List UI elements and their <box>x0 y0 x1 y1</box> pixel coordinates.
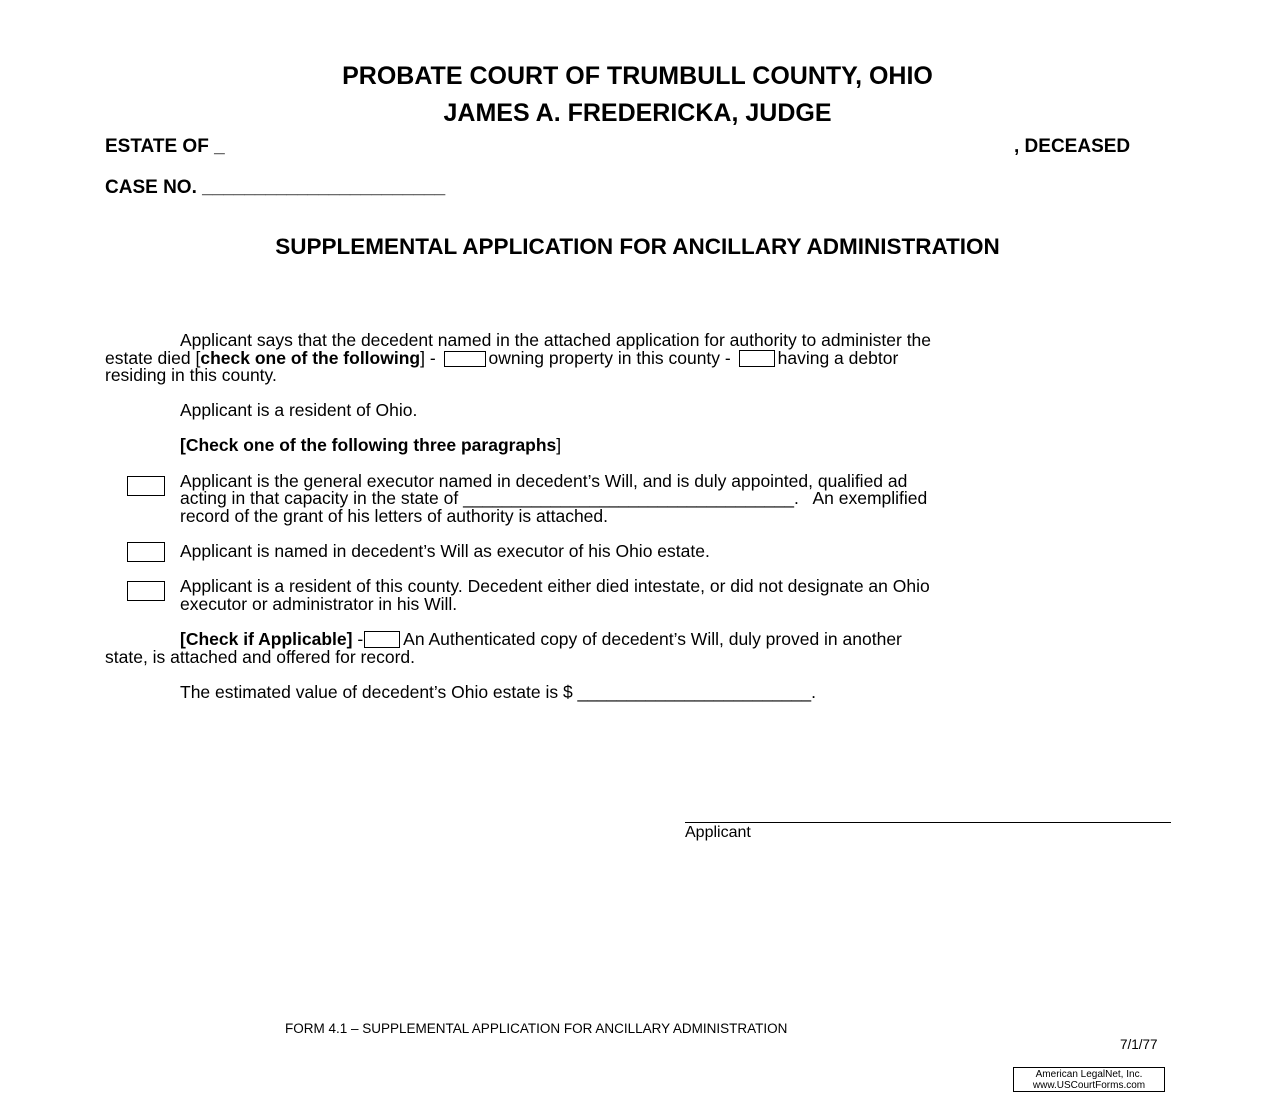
option-a-line3: record of the grant of his letters of authority is attached. <box>180 506 609 526</box>
debtor-checkbox[interactable] <box>739 350 775 367</box>
resident-ohio-text: Applicant is a resident of Ohio. <box>180 400 418 420</box>
named-executor-checkbox[interactable] <box>127 542 165 562</box>
debtor-label: having a debtor <box>777 348 899 368</box>
signature-label: Applicant <box>685 824 751 841</box>
option-a-line1: Applicant is the general executor named in decedent’s Will, and is duly appointed, qualified ad <box>180 471 908 491</box>
form-title: SUPPLEMENTAL APPLICATION FOR ANCILLARY ADMINISTRATION <box>275 234 1000 259</box>
court-title: PROBATE COURT OF TRUMBULL COUNTY, OHIO <box>342 62 933 90</box>
para1-line2-start: estate died [ <box>105 348 201 368</box>
judge-title: JAMES A. FREDERICKA, JUDGE <box>443 99 832 127</box>
check-three-instruction <box>180 437 561 455</box>
footer-date: 7/1/77 <box>1120 1037 1158 1052</box>
bracket-open: [ <box>180 435 186 455</box>
case-no-label: CASE NO. _______________________ <box>105 177 446 198</box>
stamp-line2: www.USCourtForms.com <box>1032 1080 1146 1091</box>
signature-line[interactable] <box>685 822 1171 823</box>
para1-line3: residing in this county. <box>105 365 277 385</box>
estate-of-label: ESTATE OF _ <box>105 136 225 157</box>
option-a-line2: acting in that capacity in the state of __________________________________. An exemplified <box>180 488 928 508</box>
estimated-value-text: The estimated value of decedent’s Ohio estate is $ ________________________. <box>180 682 816 702</box>
check-three-text: Check one of the following three paragraphs <box>185 435 557 455</box>
authenticated-will-checkbox[interactable] <box>364 631 400 648</box>
owning-property-label: owning property in this county - <box>488 348 731 368</box>
option-c-line2: executor or administrator in his Will. <box>180 594 458 614</box>
option-c-line1: Applicant is a resident of this county. Decedent either died intestate, or did not designate an Ohio <box>180 576 930 596</box>
legalnet-stamp <box>1013 1067 1165 1092</box>
check-one-instruction: check one of the following <box>200 348 421 368</box>
applicable-line2: state, is attached and offered for record. <box>105 647 416 667</box>
county-resident-checkbox[interactable] <box>127 581 165 601</box>
applicable-dash: - <box>357 629 364 649</box>
check-if-applicable-label: [Check if Applicable] <box>180 629 353 649</box>
option-b-text: Applicant is named in decedent’s Will as executor of his Ohio estate. <box>180 541 710 561</box>
para1-line1: Applicant says that the decedent named in the attached application for authority to administer the <box>180 330 932 350</box>
footer-form-name: FORM 4.1 – SUPPLEMENTAL APPLICATION FOR ANCILLARY ADMINISTRATION <box>285 1021 788 1036</box>
authenticated-will-text: An Authenticated copy of decedent’s Will, duly proved in another <box>403 629 902 649</box>
owning-property-checkbox[interactable] <box>444 351 486 367</box>
general-executor-checkbox[interactable] <box>127 476 165 496</box>
deceased-label: , DECEASED <box>1014 136 1131 157</box>
bracket-close: ] <box>556 435 562 455</box>
applicable-line1 <box>180 631 902 649</box>
stamp-line1: American LegalNet, Inc. <box>1035 1069 1143 1080</box>
para1-line2-dash: ] - <box>420 348 436 368</box>
